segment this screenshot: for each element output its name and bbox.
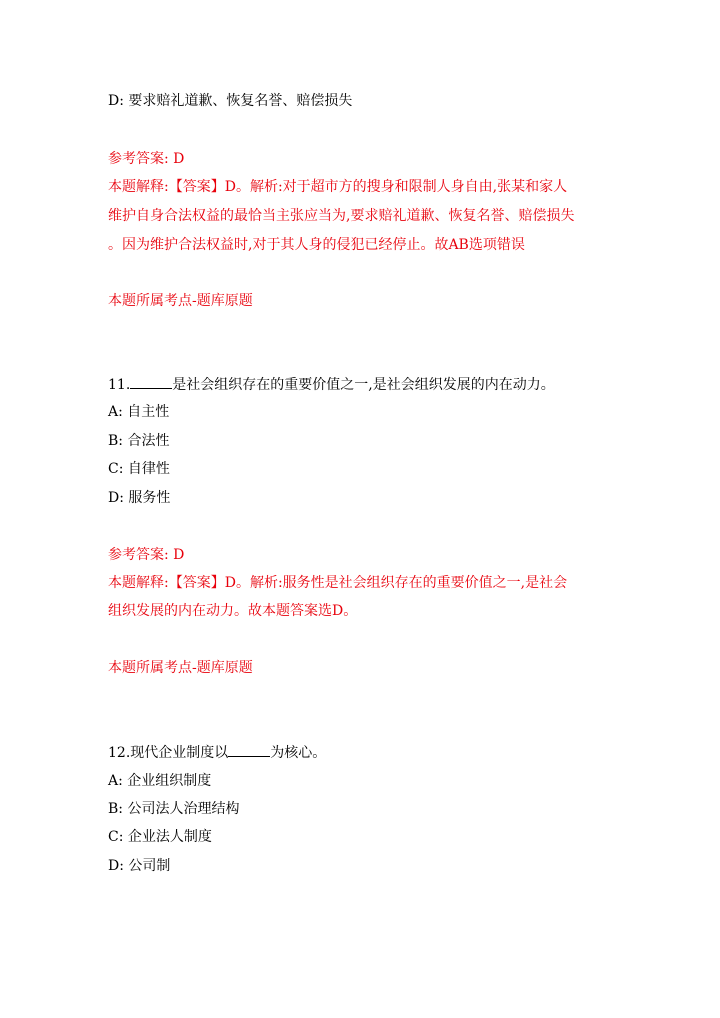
q12-stem-before: 12.现代企业制度以 bbox=[108, 745, 229, 761]
q11-answer: 参考答案: D bbox=[108, 547, 185, 563]
q11-option-a: A: 自主性 bbox=[108, 404, 170, 420]
q12-blank bbox=[228, 742, 270, 757]
q11-explanation-line: 本题解释:【答案】D。解析:服务性是社会组织存在的重要价值之一,是社会 bbox=[108, 575, 568, 591]
q10-source: 本题所属考点-题库原题 bbox=[108, 293, 253, 309]
q12-option-b: B: 公司法人治理结构 bbox=[108, 801, 240, 817]
q10-explanation-line: 维护自身合法权益的最恰当主张应当为,要求赔礼道歉、恢复名誉、赔偿损失 bbox=[108, 208, 575, 224]
q10-explanation-line: 本题解释:【答案】D。解析:对于超市方的搜身和限制人身自由,张某和家人 bbox=[108, 179, 568, 195]
q11-option-c: C: 自律性 bbox=[108, 461, 170, 477]
q10-answer: 参考答案: D bbox=[108, 151, 185, 167]
q11-option-d: D: 服务性 bbox=[108, 490, 171, 506]
q11-number: 11. bbox=[108, 377, 131, 393]
q10-option-d: D: 要求赔礼道歉、恢复名誉、赔偿损失 bbox=[108, 93, 353, 109]
q12-stem-after: 为核心。 bbox=[270, 745, 327, 761]
q12-option-a: A: 企业组织制度 bbox=[108, 773, 212, 789]
q11-explanation-line: 组织发展的内在动力。故本题答案选D。 bbox=[108, 603, 358, 619]
q12-option-c: C: 企业法人制度 bbox=[108, 829, 212, 845]
q12-stem bbox=[108, 742, 326, 763]
q11-stem bbox=[108, 374, 555, 395]
q10-explanation-line: 。因为维护合法权益时,对于其人身的侵犯已经停止。故AB选项错误 bbox=[108, 237, 525, 253]
q11-source: 本题所属考点-题库原题 bbox=[108, 660, 253, 676]
q11-option-b: B: 合法性 bbox=[108, 433, 170, 449]
q11-stem-text: 是社会组织存在的重要价值之一,是社会组织发展的内在动力。 bbox=[172, 377, 555, 393]
q11-blank bbox=[130, 374, 172, 389]
q12-option-d: D: 公司制 bbox=[108, 858, 171, 874]
